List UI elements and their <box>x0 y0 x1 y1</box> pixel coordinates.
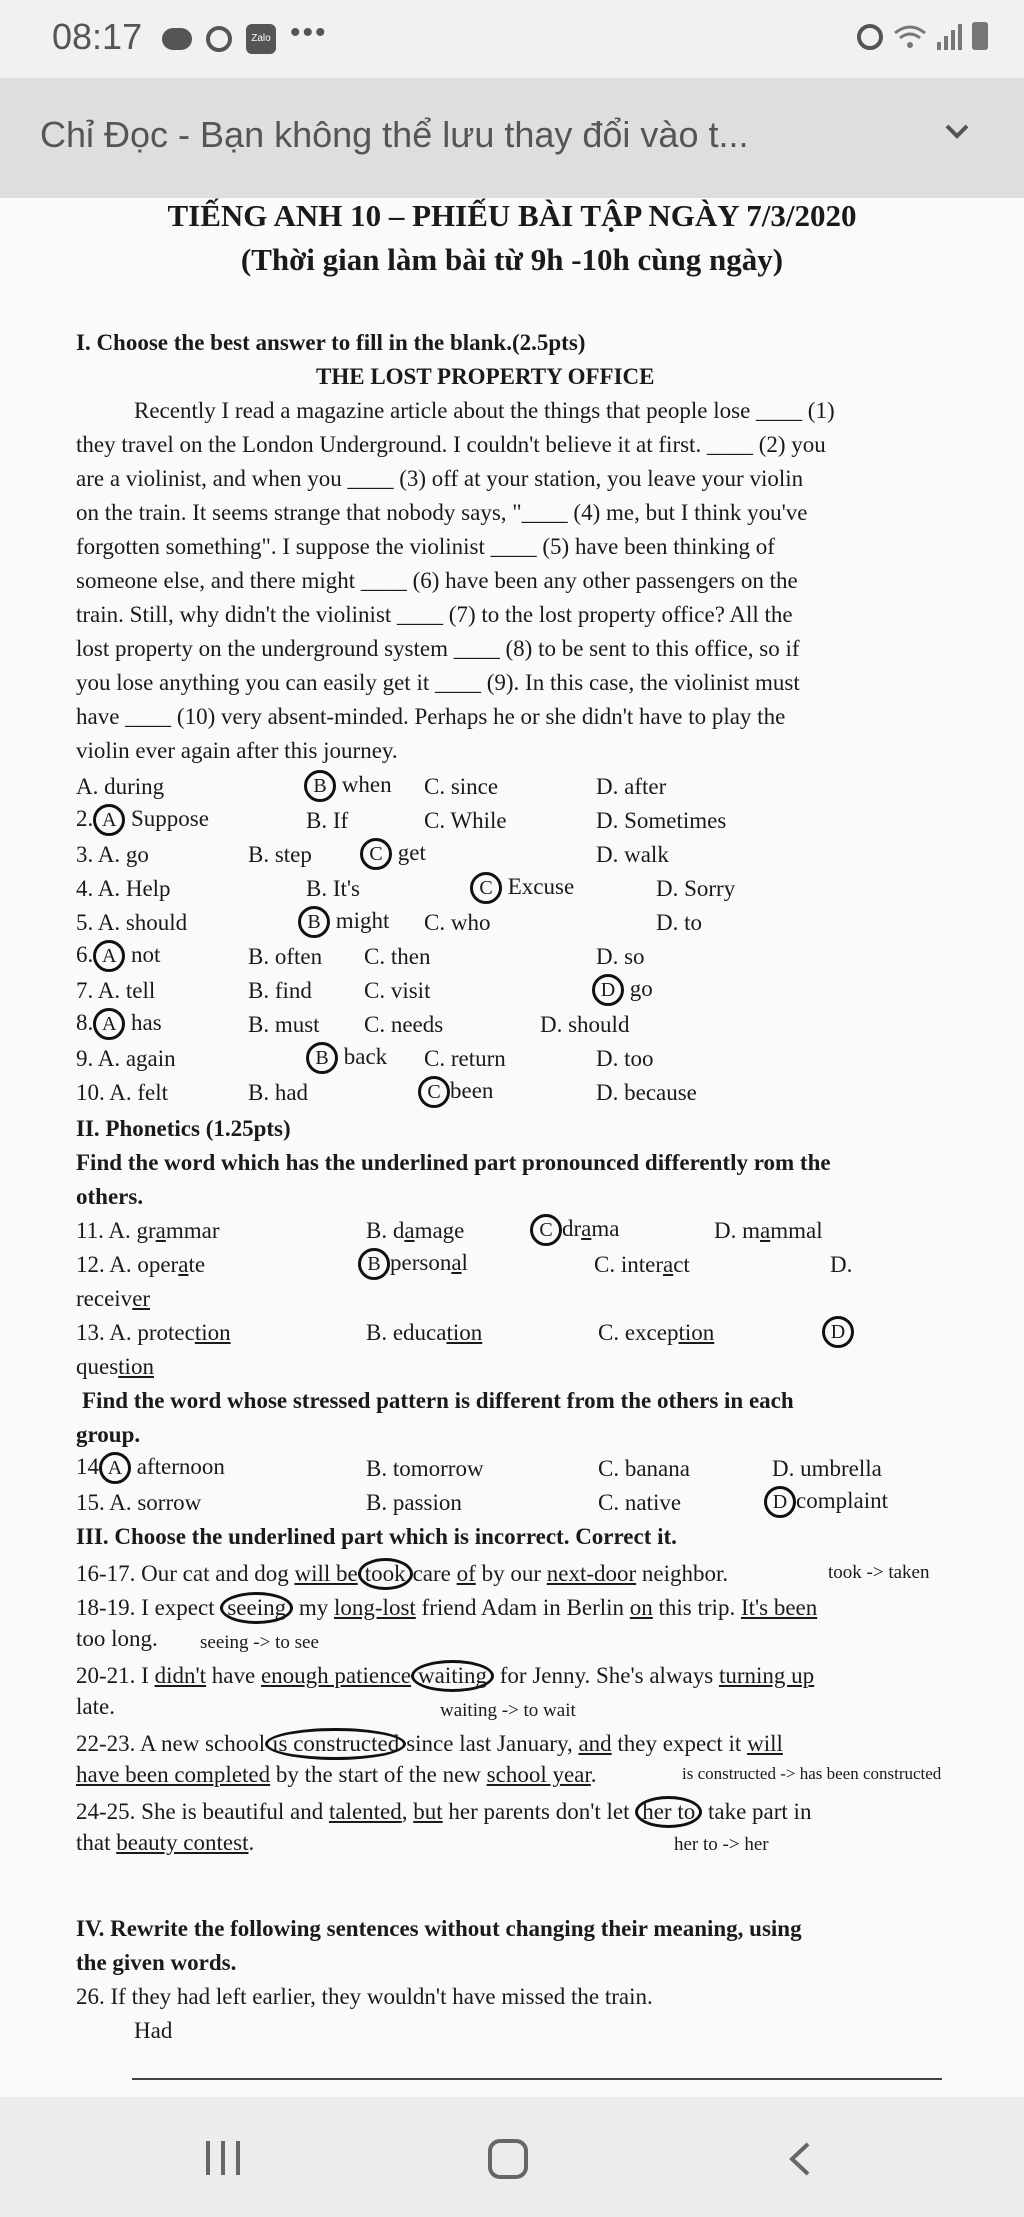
option-d: D. so <box>596 944 645 969</box>
option-b: B. step <box>248 842 312 867</box>
status-bar <box>0 0 1024 78</box>
option-a: 15. A. sorrow <box>76 1490 202 1515</box>
answer-circle: C <box>530 1214 562 1246</box>
option-b: B. It's <box>306 876 360 901</box>
back-button[interactable] <box>784 2141 814 2177</box>
option-d: D. should <box>540 1012 630 1037</box>
option-d <box>764 1486 888 1518</box>
handwritten-correction: her to -> her <box>674 1834 769 1855</box>
option-b-text: when <box>341 772 392 797</box>
option-c-text: Excuse <box>507 874 575 899</box>
option-b: B. find <box>248 978 312 1003</box>
passage-line: train. Still, why didn't the violinist ____ (7) to the lost property office? All the <box>76 602 793 627</box>
answer-circle: B <box>358 1248 390 1280</box>
error-oval: waiting <box>411 1660 494 1692</box>
option-b <box>298 906 389 938</box>
home-button[interactable] <box>488 2139 528 2179</box>
sentence: 20-21. I didn't have enough patience waiting for Jenny. She's always turning up <box>76 1660 814 1692</box>
passage-line: they travel on the London Underground. I couldn't believe it at first. ____ (2) you <box>76 432 826 457</box>
answer-line <box>132 2078 942 2080</box>
option-c: C. since <box>424 774 499 799</box>
error-oval: her to <box>635 1796 702 1828</box>
sentence-cont: too long. <box>76 1626 158 1651</box>
option-b: B. damage <box>366 1218 465 1243</box>
option-b: B. passion <box>366 1490 462 1515</box>
option-b: B. had <box>248 1080 309 1105</box>
option-b: B personal <box>358 1248 468 1280</box>
option-d: D. Sometimes <box>596 808 727 833</box>
question-number: 6. <box>76 942 94 967</box>
answer-circle: B <box>306 1042 338 1074</box>
sentence-cont: that beauty contest. <box>76 1830 255 1855</box>
answer-circle: C <box>360 838 392 870</box>
question-number: 14 <box>76 1454 99 1479</box>
option-d-text: go <box>629 976 653 1001</box>
option-c: C. native <box>598 1490 682 1515</box>
option-a: 4. A. Help <box>76 876 171 901</box>
section-4-heading-cont: the given words. <box>76 1950 237 1975</box>
doc-title: TIẾNG ANH 10 – PHIẾU BÀI TẬP NGÀY 7/3/2020 <box>167 198 857 233</box>
section-1-heading: I. Choose the best answer to fill in the blank.(2.5pts) <box>76 330 586 355</box>
answer-circle: B <box>298 906 330 938</box>
signal-icon <box>937 24 962 50</box>
option-b <box>306 1042 387 1074</box>
navigation-bar <box>0 2097 1024 2217</box>
read-only-message: Chỉ Đọc - Bạn không thể lưu thay đổi vào t... <box>40 114 749 155</box>
option-b: B. must <box>248 1012 320 1037</box>
question-26-prompt: Had <box>134 2018 173 2043</box>
option-c: C. interact <box>594 1252 690 1277</box>
option-a: 10. A. felt <box>76 1080 168 1105</box>
option-a-text: has <box>131 1010 162 1035</box>
option-a-text: Suppose <box>131 806 209 831</box>
passage-line: are a violinist, and when you ____ (3) off at your station, you leave your violin <box>76 466 804 491</box>
option-c: C. return <box>424 1046 506 1071</box>
doc-subtitle: (Thời gian làm bài từ 9h -10h cùng ngày) <box>240 242 784 277</box>
error-oval: is constructed <box>265 1728 406 1760</box>
section-2-heading: II. Phonetics (1.25pts) <box>76 1116 291 1141</box>
option-a: 3. A. go <box>76 842 149 867</box>
option-b <box>304 770 392 802</box>
option-a: 7. A. tell <box>76 978 156 1003</box>
sentence-cont: have been completed by the start of the new school year. <box>76 1762 597 1787</box>
answer-circle: A <box>99 1452 131 1484</box>
passage-line: forgotten something". I suppose the violinist ____ (5) have been thinking of <box>76 534 775 559</box>
answer-circle: D <box>822 1316 854 1348</box>
handwritten-correction: seeing -> to see <box>200 1632 319 1653</box>
answer-circle: C <box>418 1076 450 1108</box>
passage-line: lost property on the underground system ____ (8) to be sent to this office, so if <box>76 636 800 661</box>
read-only-banner[interactable] <box>0 78 1024 198</box>
error-oval: seeing <box>220 1592 293 1624</box>
option-c: C. then <box>364 944 431 969</box>
section-2-instruction: Find the word which has the underlined part pronounced differently rom the <box>76 1150 831 1175</box>
answer-circle: A <box>93 1008 125 1040</box>
handwritten-correction: is constructed -> has been constructed <box>682 1764 942 1783</box>
sentence: 18-19. I expect seeing my long-lost friend Adam in Berlin on this trip. It's been <box>76 1592 817 1624</box>
cloud-icon <box>162 28 192 50</box>
sentence: 24-25. She is beautiful and talented, but her parents don't let her to take part in <box>76 1796 811 1828</box>
option-a: 12. A. operate <box>76 1252 206 1277</box>
wifi-icon <box>893 24 927 50</box>
battery-icon <box>972 22 988 50</box>
option-b: B. often <box>248 944 323 969</box>
recent-apps-button[interactable] <box>206 2141 240 2175</box>
option-a: A. during <box>76 774 165 799</box>
answer-circle: C <box>470 872 502 904</box>
option-d <box>822 1316 854 1348</box>
section-4-heading: IV. Rewrite the following sentences without changing their meaning, using <box>76 1916 802 1941</box>
option-c: C. While <box>424 808 507 833</box>
answer-circle: D <box>592 974 624 1006</box>
option-c-text: get <box>397 840 426 865</box>
section-3-heading: III. Choose the underlined part which is incorrect. Correct it. <box>76 1524 677 1549</box>
option-a-text: afternoon <box>136 1454 225 1479</box>
passage-title: THE LOST PROPERTY OFFICE <box>316 364 655 389</box>
passage-line: you lose anything you can easily get it ____ (9). In this case, the violinist must <box>76 670 800 695</box>
sentence: 22-23. A new school is constructed since last January, and they expect it will <box>76 1728 783 1760</box>
handwritten-correction: took -> taken <box>828 1562 930 1583</box>
passage-line: on the train. It seems strange that nobody says, "____ (4) me, but I think you've <box>76 500 808 525</box>
option-c: C. exception <box>598 1320 715 1345</box>
passage-line: Recently I read a magazine article about the things that people lose ____ (1) <box>134 398 835 423</box>
notification-icons <box>162 16 328 54</box>
option-c-text: been <box>450 1078 494 1103</box>
question-26: 26. If they had left earlier, they wouldn't have missed the train. <box>76 1984 653 2009</box>
option-d: D. after <box>596 774 667 799</box>
option-a: 5. A. should <box>76 910 188 935</box>
zalo-icon: Zalo <box>246 24 276 54</box>
option-d: D. because <box>596 1080 697 1105</box>
option-a: 13. A. protection <box>76 1320 231 1345</box>
error-oval: took <box>358 1558 413 1590</box>
section-2-instruction-cont: others. <box>76 1184 144 1209</box>
more-notifications-icon: ••• <box>290 16 328 49</box>
answer-circle: B <box>304 770 336 802</box>
answer-circle: A <box>93 940 125 972</box>
option-d-word: question <box>76 1354 154 1379</box>
option-d: D. Sorry <box>656 876 736 901</box>
option-d <box>592 974 653 1006</box>
chevron-down-icon[interactable] <box>940 114 974 148</box>
clock: 08:17 <box>52 16 143 57</box>
passage-line: have ____ (10) very absent-minded. Perhaps he or she didn't have to play the <box>76 704 786 729</box>
option-a <box>76 1452 225 1484</box>
option-d: D. to <box>656 910 702 935</box>
option-c: C. needs <box>364 1012 444 1037</box>
option-a: 9. A. again <box>76 1046 176 1071</box>
option-a <box>76 940 160 972</box>
sentence-cont: late. <box>76 1694 115 1719</box>
option-a: 11. A. grammar <box>76 1218 220 1243</box>
answer-circle: A <box>93 804 125 836</box>
option-c: C. who <box>424 910 491 935</box>
option-d-text: complaint <box>796 1488 888 1513</box>
option-d: D. mammal <box>714 1218 823 1243</box>
question-number: 2. <box>76 806 94 831</box>
option-a <box>76 1008 162 1040</box>
option-b-text: back <box>343 1044 388 1069</box>
option-b: B. If <box>306 808 349 833</box>
question-number: 8. <box>76 1010 94 1035</box>
answer-circle: D <box>764 1486 796 1518</box>
alarm-icon <box>857 24 883 50</box>
section-2b-instruction-cont: group. <box>76 1422 141 1447</box>
document-page <box>0 198 1024 2098</box>
option-c <box>470 872 574 904</box>
option-d: D. umbrella <box>772 1456 882 1481</box>
section-2b-instruction: Find the word whose stressed pattern is different from the others in each <box>82 1388 794 1413</box>
system-icons <box>857 22 988 50</box>
option-c <box>418 1076 493 1108</box>
option-c: C. banana <box>598 1456 690 1481</box>
option-b-text: might <box>335 908 390 933</box>
passage-line: someone else, and there might ____ (6) have been any other passengers on the <box>76 568 798 593</box>
option-d: D. too <box>596 1046 654 1071</box>
handwritten-correction: waiting -> to wait <box>440 1700 576 1721</box>
option-b: B. tomorrow <box>366 1456 484 1481</box>
sentence: 16-17. Our cat and dog will be took care of by our next-door neighbor. <box>76 1558 728 1590</box>
option-d: D. <box>830 1252 853 1277</box>
option-c <box>360 838 426 870</box>
option-c: C. visit <box>364 978 431 1003</box>
option-d: D. walk <box>596 842 669 867</box>
messenger-icon <box>206 26 232 52</box>
option-d-word: receiver <box>76 1286 151 1311</box>
passage-line: violin ever again after this journey. <box>76 738 398 763</box>
option-b: B. education <box>366 1320 483 1345</box>
option-a <box>76 804 209 836</box>
option-c: C drama <box>530 1214 620 1246</box>
option-a-text: not <box>131 942 161 967</box>
